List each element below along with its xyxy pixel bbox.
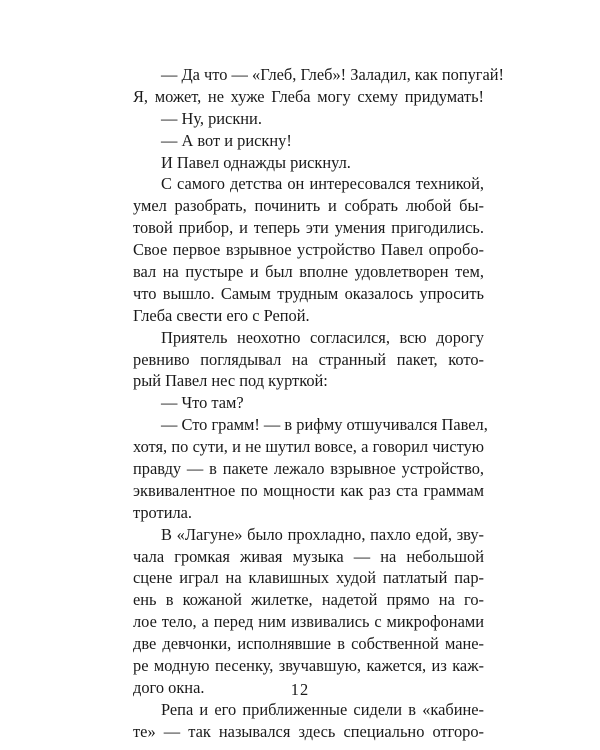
text-line: тротила. [133, 502, 193, 522]
text-line: Глеба свести его с Репой. [133, 305, 310, 325]
text-line: ревниво поглядывал на странный пакет, кото- [133, 349, 484, 369]
text-line: рый Павел нес под курткой: [133, 371, 328, 391]
text-line: — Что там? [161, 393, 244, 413]
text-line: чала громкая живая музыка — на небольшой [133, 546, 484, 566]
text-line: — Ну, рискни. [161, 108, 262, 128]
text-line: — А вот и рискну! [161, 130, 292, 150]
text-line: те» — так назывался здесь специально отгоро- [133, 721, 484, 741]
text-line: сцене играл на клавишных худой патлатый пар- [133, 568, 484, 588]
text-line: вал на пустыре и был вполне удовлетворен тем, [133, 262, 484, 282]
text-line: Приятель неохотно согласился, всю дорогу [161, 327, 484, 347]
text-line: Репа и его приближенные сидели в «кабине- [161, 699, 484, 719]
text-line: что вышло. Самым трудным оказалось упросить [133, 283, 484, 303]
text-line: ень в кожаной жилетке, надетой прямо на го- [133, 590, 484, 610]
text-line: ре модную песенку, звучавшую, кажется, из каж- [133, 656, 484, 676]
text-line: С самого детства он интересовался техникой, [161, 174, 484, 194]
text-line: две девчонки, исполнявшие в собственной мане- [133, 634, 484, 654]
text-line: Я, может, не хуже Глеба могу схему придумать! [133, 86, 484, 106]
text-line: — Сто грамм! — в рифму отшучивался Павел, [161, 415, 488, 435]
text-line: лое тело, а перед ним извивались с микрофонами [133, 612, 484, 632]
text-line: товой прибор, и теперь эти умения пригодились. [133, 218, 484, 238]
text-line: Свое первое взрывное устройство Павел опробо- [133, 240, 484, 260]
body-text [133, 64, 505, 743]
text-line: хотя, по сути, и не шутил вовсе, а говорил чистую [133, 437, 484, 457]
page-number: 12 [290, 680, 310, 699]
text-line: В «Лагуне» было прохладно, пахло едой, зву- [161, 524, 484, 544]
text-line: умел разобрать, починить и собрать любой бы- [133, 196, 484, 216]
text-line: — Да что — «Глеб, Глеб»! Заладил, как попугай! [161, 65, 505, 84]
text-line: И Павел однажды рискнул. [161, 152, 351, 172]
text-line: дого окна. [133, 677, 205, 697]
text-line: правду — в пакете лежало взрывное устройство, [133, 459, 484, 479]
text-line: эквивалентное по мощности как раз ста граммам [133, 480, 484, 500]
